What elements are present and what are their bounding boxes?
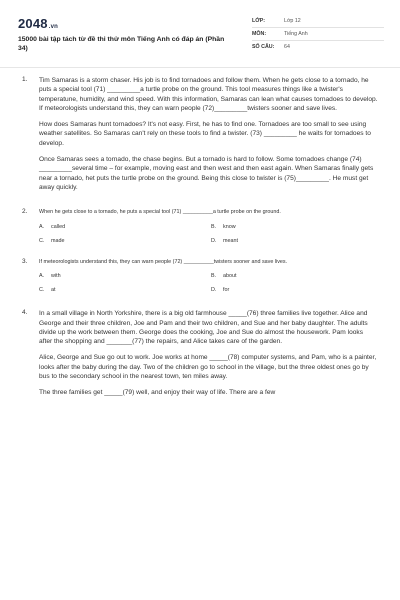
meta-row-subject (252, 28, 384, 41)
meta-row-class (252, 15, 384, 28)
document-meta (252, 15, 384, 54)
answer-options (39, 224, 378, 244)
option-c[interactable]: C. made (39, 237, 65, 244)
option-b[interactable]: B. know (211, 223, 236, 230)
option-a[interactable]: A. called (39, 223, 66, 230)
question-number: 3. (22, 257, 28, 265)
question-2 (0, 208, 400, 244)
meta-value: Lớp 12 (284, 18, 301, 24)
passage-paragraph: The three families get _____(79) well, and enjoy their way of life. There are a few (39, 389, 276, 397)
header-divider (0, 67, 400, 68)
meta-label: MÔN: (252, 31, 267, 37)
question-1 (0, 76, 400, 192)
question-4 (0, 309, 400, 397)
answer-options (39, 273, 378, 293)
question-number: 2. (22, 208, 28, 216)
meta-value: 64 (284, 44, 290, 50)
document-title: 15000 bài tập tách từ đề thi thử môn Tiếng Anh có đáp án (Phần 34) (18, 36, 225, 52)
passage-paragraph: Alice, George and Sue go out to work. Joe works at home _____(78) computer systems, and Pam, who is a painter, looks after the baby during the day. Two of the children go to school in the village, but the three oldest ones go by bus to the secondary school in the nearest town, ten miles away. (39, 354, 377, 381)
option-c[interactable]: C. at (39, 287, 56, 294)
site-logo[interactable]: 2048.vn (18, 16, 59, 31)
passage-paragraph: How does Samaras hunt tornadoes? It's not easy. First, he has to find one. Tornadoes are too small to see using weather satellites. So Samaras can't rely on these tools to find a twister. (73) _________ he waits for tornadoes to develop. (39, 121, 371, 147)
passage-paragraph: Tim Samaras is a storm chaser. His job is to find tornadoes and follow them. When he gets close to a tornado, he puts a special tool (71) _________a turtle probe on the ground. This tool measures things like a twister's temperatune, humidity, and wind speed. With this information, Samaras can lean what causes tornadoes to develop. If meteorologists understand this, they can warn people (72)_________twisters sooner and save lives. (39, 77, 378, 112)
option-b[interactable]: B. about (211, 273, 237, 280)
option-d[interactable]: D. for (211, 287, 230, 294)
meta-label: LỚP: (252, 18, 266, 24)
meta-label: SỐ CÂU: (252, 44, 275, 50)
option-d[interactable]: D. meant (211, 237, 238, 244)
question-number: 4. (22, 309, 28, 317)
question-stem: If meteorologists understand this, they can warn people (72) __________twisters sooner and save lives. (39, 258, 288, 265)
question-list (0, 76, 400, 398)
question-stem: When he gets close to a tornado, he puts a special tool (71) __________a turtle probe on the ground. (39, 209, 281, 216)
meta-row-question-count (252, 41, 384, 54)
question-3 (0, 258, 400, 294)
document-header (0, 0, 400, 62)
option-a[interactable]: A. with (39, 273, 61, 280)
passage-paragraph: In a small village in North Yorkshire, there is a big old farmhouse _____(76) three families live together. Alice and George and their three children, Joe and Pam and their two children, and Sue and her baby daughter. The adults divide up the work between them. George does the cooking, Joe and Sue do almost the housework. Pam looks after the shopping and _______(77) the repairs, and Alice takes care of the garden. (39, 310, 368, 346)
question-number: 1. (22, 76, 28, 83)
passage-paragraph: Once Samaras sees a tornado, the chase begins. But a tornado is hard to follow. Some tornadoes change (74) _________several time – for example, moving east and then west and then east again. When Samaras finally gets near a tornado, het puts the turtle probe on the ground. Being this close to twister is (75)_________. He must get away quickly. (39, 156, 374, 191)
meta-value: Tiếng Anh (284, 31, 308, 37)
